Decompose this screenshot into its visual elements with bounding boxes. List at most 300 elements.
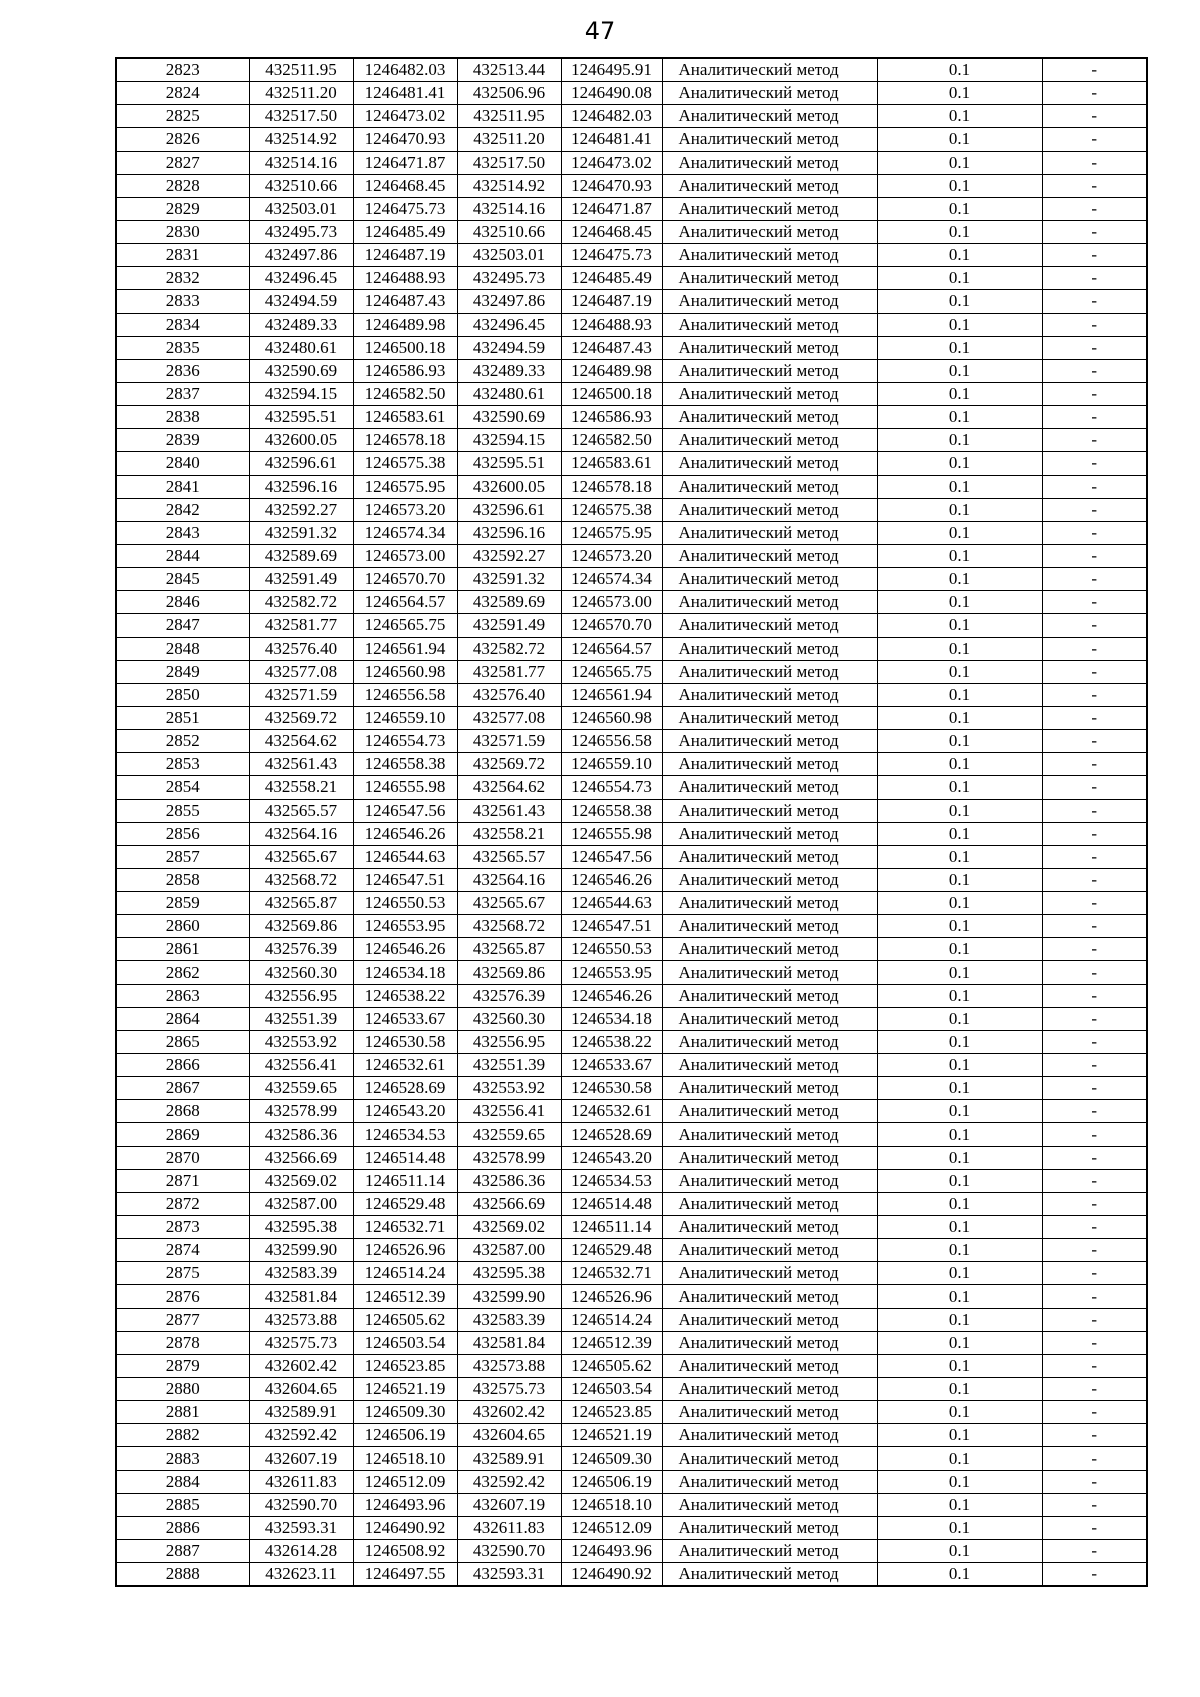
prev-y-cell: 1246533.67 bbox=[561, 1054, 662, 1077]
accuracy-cell: 0.1 bbox=[877, 475, 1042, 498]
x-cell: 432614.28 bbox=[249, 1540, 353, 1563]
prev-y-cell: 1246512.09 bbox=[561, 1516, 662, 1539]
accuracy-cell: 0.1 bbox=[877, 521, 1042, 544]
x-cell: 432593.31 bbox=[249, 1516, 353, 1539]
accuracy-cell: 0.1 bbox=[877, 313, 1042, 336]
note-cell: - bbox=[1042, 1216, 1147, 1239]
y-cell: 1246543.20 bbox=[353, 1100, 457, 1123]
accuracy-cell: 0.1 bbox=[877, 1540, 1042, 1563]
note-cell: - bbox=[1042, 591, 1147, 614]
prev-x-cell: 432565.57 bbox=[457, 845, 561, 868]
table-row bbox=[116, 1493, 1147, 1516]
prev-x-cell: 432604.65 bbox=[457, 1424, 561, 1447]
note-cell: - bbox=[1042, 475, 1147, 498]
point-number-cell: 2871 bbox=[116, 1169, 249, 1192]
note-cell: - bbox=[1042, 406, 1147, 429]
method-cell: Аналитический метод bbox=[662, 521, 877, 544]
x-cell: 432480.61 bbox=[249, 336, 353, 359]
note-cell: - bbox=[1042, 382, 1147, 405]
method-cell: Аналитический метод bbox=[662, 1470, 877, 1493]
note-cell: - bbox=[1042, 706, 1147, 729]
point-number-cell: 2824 bbox=[116, 82, 249, 105]
x-cell: 432575.73 bbox=[249, 1331, 353, 1354]
point-number-cell: 2851 bbox=[116, 706, 249, 729]
prev-y-cell: 1246573.20 bbox=[561, 544, 662, 567]
table-row bbox=[116, 382, 1147, 405]
accuracy-cell: 0.1 bbox=[877, 1470, 1042, 1493]
table-row bbox=[116, 799, 1147, 822]
point-number-cell: 2855 bbox=[116, 799, 249, 822]
prev-y-cell: 1246565.75 bbox=[561, 660, 662, 683]
x-cell: 432576.40 bbox=[249, 637, 353, 660]
point-number-cell: 2836 bbox=[116, 359, 249, 382]
point-number-cell: 2877 bbox=[116, 1308, 249, 1331]
table-row bbox=[116, 1169, 1147, 1192]
accuracy-cell: 0.1 bbox=[877, 1123, 1042, 1146]
prev-x-cell: 432575.73 bbox=[457, 1378, 561, 1401]
accuracy-cell: 0.1 bbox=[877, 1169, 1042, 1192]
point-number-cell: 2845 bbox=[116, 568, 249, 591]
method-cell: Аналитический метод bbox=[662, 406, 877, 429]
method-cell: Аналитический метод bbox=[662, 1007, 877, 1030]
table-row bbox=[116, 429, 1147, 452]
x-cell: 432590.69 bbox=[249, 359, 353, 382]
prev-y-cell: 1246553.95 bbox=[561, 961, 662, 984]
point-number-cell: 2857 bbox=[116, 845, 249, 868]
table-row bbox=[116, 1239, 1147, 1262]
table-row bbox=[116, 1354, 1147, 1377]
y-cell: 1246547.56 bbox=[353, 799, 457, 822]
y-cell: 1246503.54 bbox=[353, 1331, 457, 1354]
prev-y-cell: 1246523.85 bbox=[561, 1401, 662, 1424]
method-cell: Аналитический метод bbox=[662, 544, 877, 567]
table-row bbox=[116, 313, 1147, 336]
prev-y-cell: 1246488.93 bbox=[561, 313, 662, 336]
method-cell: Аналитический метод bbox=[662, 151, 877, 174]
y-cell: 1246583.61 bbox=[353, 406, 457, 429]
accuracy-cell: 0.1 bbox=[877, 1146, 1042, 1169]
x-cell: 432611.83 bbox=[249, 1470, 353, 1493]
y-cell: 1246534.53 bbox=[353, 1123, 457, 1146]
table-row bbox=[116, 1540, 1147, 1563]
note-cell: - bbox=[1042, 1239, 1147, 1262]
prev-x-cell: 432590.70 bbox=[457, 1540, 561, 1563]
point-number-cell: 2881 bbox=[116, 1401, 249, 1424]
point-number-cell: 2878 bbox=[116, 1331, 249, 1354]
table-row bbox=[116, 1401, 1147, 1424]
prev-x-cell: 432595.38 bbox=[457, 1262, 561, 1285]
y-cell: 1246487.19 bbox=[353, 244, 457, 267]
table-row bbox=[116, 1030, 1147, 1053]
x-cell: 432514.16 bbox=[249, 151, 353, 174]
table-row bbox=[116, 637, 1147, 660]
point-number-cell: 2835 bbox=[116, 336, 249, 359]
point-number-cell: 2838 bbox=[116, 406, 249, 429]
prev-x-cell: 432571.59 bbox=[457, 730, 561, 753]
table-row bbox=[116, 174, 1147, 197]
prev-x-cell: 432496.45 bbox=[457, 313, 561, 336]
table-row bbox=[116, 82, 1147, 105]
prev-y-cell: 1246578.18 bbox=[561, 475, 662, 498]
prev-x-cell: 432602.42 bbox=[457, 1401, 561, 1424]
prev-y-cell: 1246521.19 bbox=[561, 1424, 662, 1447]
y-cell: 1246518.10 bbox=[353, 1447, 457, 1470]
prev-x-cell: 432497.86 bbox=[457, 290, 561, 313]
accuracy-cell: 0.1 bbox=[877, 591, 1042, 614]
prev-x-cell: 432593.31 bbox=[457, 1563, 561, 1587]
accuracy-cell: 0.1 bbox=[877, 174, 1042, 197]
method-cell: Аналитический метод bbox=[662, 1262, 877, 1285]
table-row bbox=[116, 359, 1147, 382]
method-cell: Аналитический метод bbox=[662, 845, 877, 868]
y-cell: 1246574.34 bbox=[353, 521, 457, 544]
prev-y-cell: 1246534.53 bbox=[561, 1169, 662, 1192]
y-cell: 1246473.02 bbox=[353, 105, 457, 128]
x-cell: 432577.08 bbox=[249, 660, 353, 683]
accuracy-cell: 0.1 bbox=[877, 660, 1042, 683]
note-cell: - bbox=[1042, 82, 1147, 105]
x-cell: 432602.42 bbox=[249, 1354, 353, 1377]
table-row bbox=[116, 105, 1147, 128]
method-cell: Аналитический метод bbox=[662, 868, 877, 891]
point-number-cell: 2853 bbox=[116, 753, 249, 776]
note-cell: - bbox=[1042, 1169, 1147, 1192]
table-row bbox=[116, 1077, 1147, 1100]
table-row bbox=[116, 868, 1147, 891]
method-cell: Аналитический метод bbox=[662, 1401, 877, 1424]
note-cell: - bbox=[1042, 197, 1147, 220]
method-cell: Аналитический метод bbox=[662, 429, 877, 452]
note-cell: - bbox=[1042, 915, 1147, 938]
point-number-cell: 2837 bbox=[116, 382, 249, 405]
note-cell: - bbox=[1042, 1077, 1147, 1100]
point-number-cell: 2872 bbox=[116, 1192, 249, 1215]
prev-y-cell: 1246514.48 bbox=[561, 1192, 662, 1215]
point-number-cell: 2848 bbox=[116, 637, 249, 660]
point-number-cell: 2846 bbox=[116, 591, 249, 614]
method-cell: Аналитический метод bbox=[662, 1285, 877, 1308]
prev-y-cell: 1246575.95 bbox=[561, 521, 662, 544]
prev-x-cell: 432553.92 bbox=[457, 1077, 561, 1100]
y-cell: 1246523.85 bbox=[353, 1354, 457, 1377]
prev-x-cell: 432514.16 bbox=[457, 197, 561, 220]
x-cell: 432594.15 bbox=[249, 382, 353, 405]
accuracy-cell: 0.1 bbox=[877, 683, 1042, 706]
y-cell: 1246511.14 bbox=[353, 1169, 457, 1192]
y-cell: 1246489.98 bbox=[353, 313, 457, 336]
x-cell: 432497.86 bbox=[249, 244, 353, 267]
note-cell: - bbox=[1042, 544, 1147, 567]
table-row bbox=[116, 1216, 1147, 1239]
x-cell: 432510.66 bbox=[249, 174, 353, 197]
prev-y-cell: 1246574.34 bbox=[561, 568, 662, 591]
prev-x-cell: 432566.69 bbox=[457, 1192, 561, 1215]
note-cell: - bbox=[1042, 1331, 1147, 1354]
y-cell: 1246488.93 bbox=[353, 267, 457, 290]
table-row bbox=[116, 1516, 1147, 1539]
prev-x-cell: 432568.72 bbox=[457, 915, 561, 938]
note-cell: - bbox=[1042, 151, 1147, 174]
prev-y-cell: 1246514.24 bbox=[561, 1308, 662, 1331]
prev-y-cell: 1246547.51 bbox=[561, 915, 662, 938]
note-cell: - bbox=[1042, 868, 1147, 891]
point-number-cell: 2827 bbox=[116, 151, 249, 174]
prev-x-cell: 432511.20 bbox=[457, 128, 561, 151]
coordinates-table-body bbox=[116, 58, 1147, 1586]
prev-x-cell: 432494.59 bbox=[457, 336, 561, 359]
table-row bbox=[116, 197, 1147, 220]
accuracy-cell: 0.1 bbox=[877, 984, 1042, 1007]
point-number-cell: 2852 bbox=[116, 730, 249, 753]
table-row bbox=[116, 568, 1147, 591]
method-cell: Аналитический метод bbox=[662, 683, 877, 706]
x-cell: 432599.90 bbox=[249, 1239, 353, 1262]
method-cell: Аналитический метод bbox=[662, 498, 877, 521]
table-row bbox=[116, 220, 1147, 243]
point-number-cell: 2875 bbox=[116, 1262, 249, 1285]
prev-x-cell: 432595.51 bbox=[457, 452, 561, 475]
point-number-cell: 2862 bbox=[116, 961, 249, 984]
accuracy-cell: 0.1 bbox=[877, 1493, 1042, 1516]
y-cell: 1246481.41 bbox=[353, 82, 457, 105]
y-cell: 1246546.26 bbox=[353, 822, 457, 845]
method-cell: Аналитический метод bbox=[662, 220, 877, 243]
point-number-cell: 2829 bbox=[116, 197, 249, 220]
table-row bbox=[116, 521, 1147, 544]
y-cell: 1246514.24 bbox=[353, 1262, 457, 1285]
note-cell: - bbox=[1042, 1192, 1147, 1215]
accuracy-cell: 0.1 bbox=[877, 220, 1042, 243]
note-cell: - bbox=[1042, 1540, 1147, 1563]
prev-y-cell: 1246575.38 bbox=[561, 498, 662, 521]
x-cell: 432586.36 bbox=[249, 1123, 353, 1146]
point-number-cell: 2888 bbox=[116, 1563, 249, 1587]
table-row bbox=[116, 151, 1147, 174]
x-cell: 432489.33 bbox=[249, 313, 353, 336]
note-cell: - bbox=[1042, 845, 1147, 868]
y-cell: 1246475.73 bbox=[353, 197, 457, 220]
prev-x-cell: 432611.83 bbox=[457, 1516, 561, 1539]
point-number-cell: 2858 bbox=[116, 868, 249, 891]
accuracy-cell: 0.1 bbox=[877, 1054, 1042, 1077]
method-cell: Аналитический метод bbox=[662, 1354, 877, 1377]
y-cell: 1246560.98 bbox=[353, 660, 457, 683]
note-cell: - bbox=[1042, 892, 1147, 915]
point-number-cell: 2868 bbox=[116, 1100, 249, 1123]
table-row bbox=[116, 1470, 1147, 1493]
method-cell: Аналитический метод bbox=[662, 1424, 877, 1447]
table-row bbox=[116, 915, 1147, 938]
y-cell: 1246528.69 bbox=[353, 1077, 457, 1100]
note-cell: - bbox=[1042, 1262, 1147, 1285]
method-cell: Аналитический метод bbox=[662, 799, 877, 822]
accuracy-cell: 0.1 bbox=[877, 868, 1042, 891]
prev-y-cell: 1246550.53 bbox=[561, 938, 662, 961]
note-cell: - bbox=[1042, 660, 1147, 683]
x-cell: 432583.39 bbox=[249, 1262, 353, 1285]
table-row bbox=[116, 406, 1147, 429]
x-cell: 432569.02 bbox=[249, 1169, 353, 1192]
y-cell: 1246505.62 bbox=[353, 1308, 457, 1331]
method-cell: Аналитический метод bbox=[662, 244, 877, 267]
y-cell: 1246578.18 bbox=[353, 429, 457, 452]
point-number-cell: 2883 bbox=[116, 1447, 249, 1470]
method-cell: Аналитический метод bbox=[662, 730, 877, 753]
prev-y-cell: 1246505.62 bbox=[561, 1354, 662, 1377]
x-cell: 432560.30 bbox=[249, 961, 353, 984]
prev-y-cell: 1246526.96 bbox=[561, 1285, 662, 1308]
method-cell: Аналитический метод bbox=[662, 614, 877, 637]
x-cell: 432561.43 bbox=[249, 753, 353, 776]
accuracy-cell: 0.1 bbox=[877, 429, 1042, 452]
prev-x-cell: 432564.62 bbox=[457, 776, 561, 799]
table-row bbox=[116, 683, 1147, 706]
note-cell: - bbox=[1042, 244, 1147, 267]
point-number-cell: 2823 bbox=[116, 58, 249, 82]
prev-x-cell: 432591.49 bbox=[457, 614, 561, 637]
y-cell: 1246550.53 bbox=[353, 892, 457, 915]
note-cell: - bbox=[1042, 822, 1147, 845]
prev-x-cell: 432589.69 bbox=[457, 591, 561, 614]
accuracy-cell: 0.1 bbox=[877, 1030, 1042, 1053]
prev-y-cell: 1246547.56 bbox=[561, 845, 662, 868]
x-cell: 432576.39 bbox=[249, 938, 353, 961]
method-cell: Аналитический метод bbox=[662, 591, 877, 614]
note-cell: - bbox=[1042, 961, 1147, 984]
prev-x-cell: 432569.72 bbox=[457, 753, 561, 776]
x-cell: 432595.51 bbox=[249, 406, 353, 429]
point-number-cell: 2866 bbox=[116, 1054, 249, 1077]
prev-y-cell: 1246570.70 bbox=[561, 614, 662, 637]
table-row bbox=[116, 591, 1147, 614]
accuracy-cell: 0.1 bbox=[877, 637, 1042, 660]
y-cell: 1246534.18 bbox=[353, 961, 457, 984]
note-cell: - bbox=[1042, 498, 1147, 521]
method-cell: Аналитический метод bbox=[662, 776, 877, 799]
accuracy-cell: 0.1 bbox=[877, 892, 1042, 915]
y-cell: 1246575.95 bbox=[353, 475, 457, 498]
point-number-cell: 2854 bbox=[116, 776, 249, 799]
method-cell: Аналитический метод bbox=[662, 660, 877, 683]
note-cell: - bbox=[1042, 521, 1147, 544]
prev-y-cell: 1246546.26 bbox=[561, 984, 662, 1007]
prev-x-cell: 432511.95 bbox=[457, 105, 561, 128]
table-row bbox=[116, 475, 1147, 498]
table-row bbox=[116, 452, 1147, 475]
x-cell: 432581.84 bbox=[249, 1285, 353, 1308]
point-number-cell: 2825 bbox=[116, 105, 249, 128]
prev-y-cell: 1246528.69 bbox=[561, 1123, 662, 1146]
prev-x-cell: 432510.66 bbox=[457, 220, 561, 243]
y-cell: 1246561.94 bbox=[353, 637, 457, 660]
table-row bbox=[116, 1285, 1147, 1308]
prev-x-cell: 432503.01 bbox=[457, 244, 561, 267]
prev-y-cell: 1246518.10 bbox=[561, 1493, 662, 1516]
point-number-cell: 2867 bbox=[116, 1077, 249, 1100]
accuracy-cell: 0.1 bbox=[877, 1216, 1042, 1239]
prev-x-cell: 432581.77 bbox=[457, 660, 561, 683]
prev-x-cell: 432592.42 bbox=[457, 1470, 561, 1493]
x-cell: 432623.11 bbox=[249, 1563, 353, 1587]
prev-x-cell: 432592.27 bbox=[457, 544, 561, 567]
prev-x-cell: 432576.39 bbox=[457, 984, 561, 1007]
accuracy-cell: 0.1 bbox=[877, 406, 1042, 429]
note-cell: - bbox=[1042, 429, 1147, 452]
note-cell: - bbox=[1042, 1424, 1147, 1447]
y-cell: 1246564.57 bbox=[353, 591, 457, 614]
method-cell: Аналитический метод bbox=[662, 174, 877, 197]
prev-y-cell: 1246555.98 bbox=[561, 822, 662, 845]
method-cell: Аналитический метод bbox=[662, 1169, 877, 1192]
y-cell: 1246556.58 bbox=[353, 683, 457, 706]
prev-y-cell: 1246509.30 bbox=[561, 1447, 662, 1470]
method-cell: Аналитический метод bbox=[662, 313, 877, 336]
x-cell: 432559.65 bbox=[249, 1077, 353, 1100]
method-cell: Аналитический метод bbox=[662, 290, 877, 313]
table-row bbox=[116, 845, 1147, 868]
point-number-cell: 2874 bbox=[116, 1239, 249, 1262]
prev-y-cell: 1246512.39 bbox=[561, 1331, 662, 1354]
prev-y-cell: 1246468.45 bbox=[561, 220, 662, 243]
note-cell: - bbox=[1042, 1308, 1147, 1331]
point-number-cell: 2841 bbox=[116, 475, 249, 498]
y-cell: 1246532.61 bbox=[353, 1054, 457, 1077]
x-cell: 432496.45 bbox=[249, 267, 353, 290]
table-row bbox=[116, 267, 1147, 290]
prev-x-cell: 432551.39 bbox=[457, 1054, 561, 1077]
prev-y-cell: 1246503.54 bbox=[561, 1378, 662, 1401]
point-number-cell: 2876 bbox=[116, 1285, 249, 1308]
point-number-cell: 2844 bbox=[116, 544, 249, 567]
x-cell: 432553.92 bbox=[249, 1030, 353, 1053]
prev-y-cell: 1246564.57 bbox=[561, 637, 662, 660]
y-cell: 1246526.96 bbox=[353, 1239, 457, 1262]
prev-y-cell: 1246543.20 bbox=[561, 1146, 662, 1169]
table-row bbox=[116, 1192, 1147, 1215]
table-row bbox=[116, 244, 1147, 267]
prev-y-cell: 1246546.26 bbox=[561, 868, 662, 891]
method-cell: Аналитический метод bbox=[662, 938, 877, 961]
accuracy-cell: 0.1 bbox=[877, 730, 1042, 753]
x-cell: 432551.39 bbox=[249, 1007, 353, 1030]
point-number-cell: 2826 bbox=[116, 128, 249, 151]
method-cell: Аналитический метод bbox=[662, 1100, 877, 1123]
point-number-cell: 2828 bbox=[116, 174, 249, 197]
x-cell: 432514.92 bbox=[249, 128, 353, 151]
y-cell: 1246470.93 bbox=[353, 128, 457, 151]
method-cell: Аналитический метод bbox=[662, 1563, 877, 1587]
prev-x-cell: 432596.61 bbox=[457, 498, 561, 521]
method-cell: Аналитический метод bbox=[662, 706, 877, 729]
x-cell: 432595.38 bbox=[249, 1216, 353, 1239]
x-cell: 432564.16 bbox=[249, 822, 353, 845]
prev-y-cell: 1246530.58 bbox=[561, 1077, 662, 1100]
y-cell: 1246538.22 bbox=[353, 984, 457, 1007]
table-row bbox=[116, 128, 1147, 151]
point-number-cell: 2831 bbox=[116, 244, 249, 267]
prev-x-cell: 432560.30 bbox=[457, 1007, 561, 1030]
note-cell: - bbox=[1042, 1054, 1147, 1077]
prev-y-cell: 1246532.71 bbox=[561, 1262, 662, 1285]
y-cell: 1246565.75 bbox=[353, 614, 457, 637]
prev-y-cell: 1246471.87 bbox=[561, 197, 662, 220]
table-row bbox=[116, 1146, 1147, 1169]
prev-x-cell: 432587.00 bbox=[457, 1239, 561, 1262]
prev-y-cell: 1246482.03 bbox=[561, 105, 662, 128]
x-cell: 432511.20 bbox=[249, 82, 353, 105]
note-cell: - bbox=[1042, 637, 1147, 660]
point-number-cell: 2863 bbox=[116, 984, 249, 1007]
